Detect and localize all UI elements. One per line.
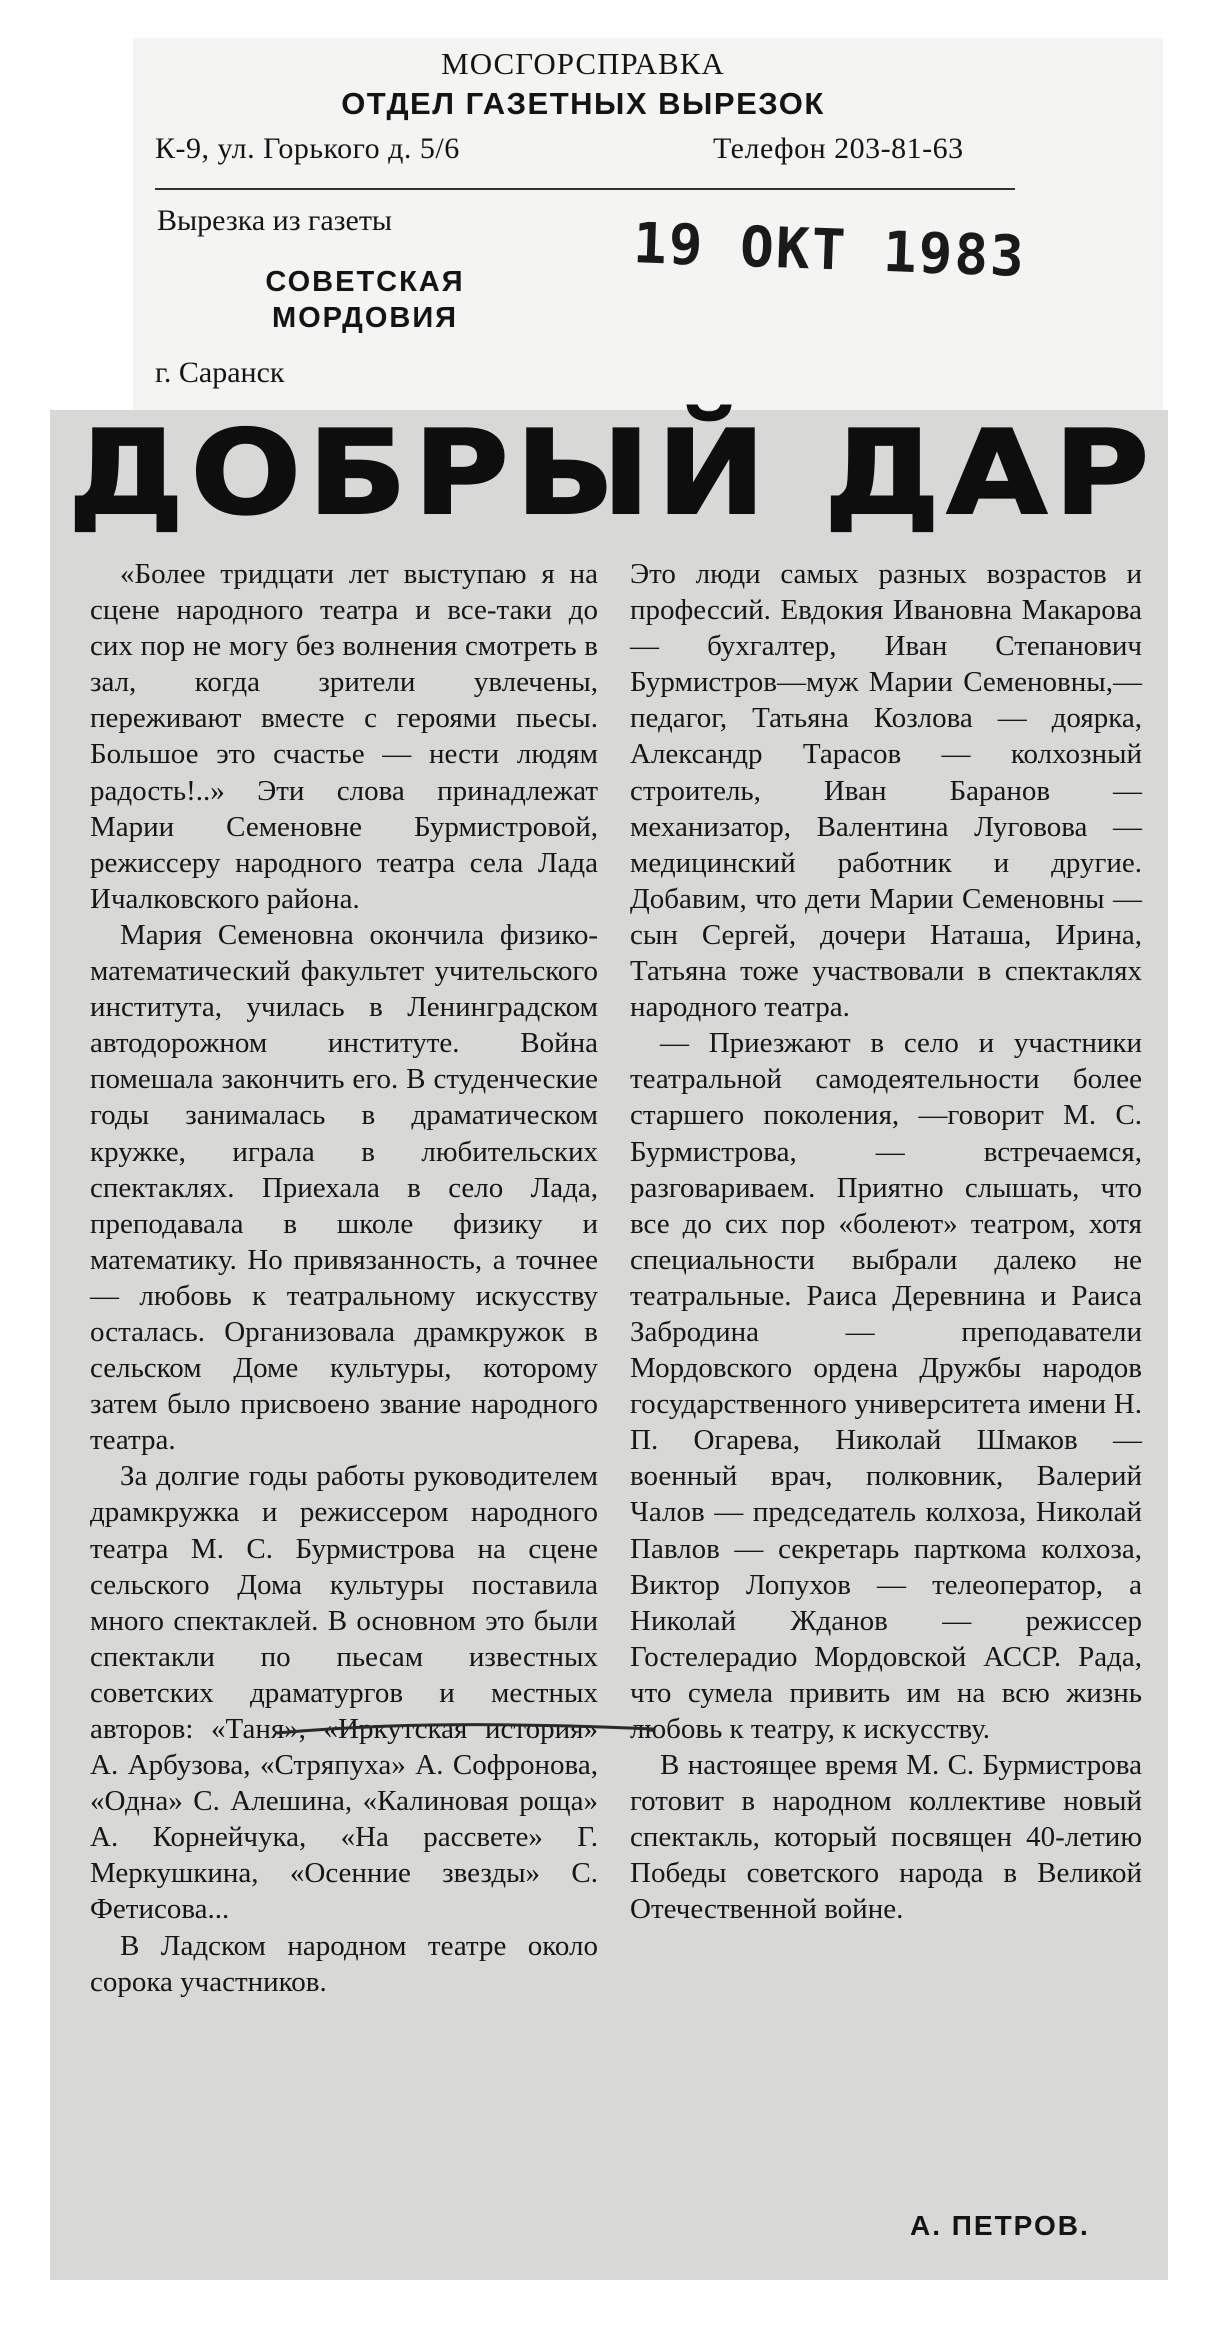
- clipping-from-label: Вырезка из газеты: [157, 204, 393, 237]
- article-paragraph: За долгие годы работы руководителем драмкружка и режиссером народного театра М. С. Бурмистрова на сцене сельского Дома культуры поставила много спектаклей. В основном это были спектакли по пьесам известных советских драматургов и местных авторов: «Таня», «Иркутская история» А. Арбузова, «Стряпуха» А. Софронова, «Одна» С. Алешина, «Калиновая роща» А. Корнейчука, «На рассвете» Г. Меркушкина, «Осенние звезды» С. Фетисова...: [90, 1460, 598, 1926]
- bureau-department: ОТДЕЛ ГАЗЕТНЫХ ВЫРЕЗОК: [341, 86, 825, 121]
- clipping-bureau-header: [133, 38, 1163, 420]
- article-paragraph: Это люди самых разных возрастов и профессий. Евдокия Ивановна Макарова — бухгалтер, Иван Степанович Бурмистров—муж Марии Семеновны,— педагог, Татьяна Козлова — доярка, Александр Тарасов — колхозный строитель, Иван Баранов — механизатор, Валентина Луговова — медицинский работник и другие. Добавим, что дети Марии Семеновны — сын Сергей, дочери Наташа, Ирина, Татьяна тоже участвовали в спектаклях народного театра.: [630, 558, 1142, 1024]
- article-paragraph: В Ладском народном театре около сорока участников.: [90, 1929, 598, 1998]
- newspaper-title: [245, 264, 485, 336]
- article-paragraph: В настоящее время М. С. Бурмистрова готовит в народном коллективе новый спектакль, который посвящен 40-летию Победы советского народа в Великой Отечественной войне.: [630, 1749, 1142, 1926]
- newspaper-title-line2: МОРДОВИЯ: [271, 302, 459, 334]
- pen-underline-mark: [275, 1715, 655, 1745]
- article-headline: ДОБРЫЙ ДАР: [68, 406, 1156, 541]
- article-column-right: [630, 556, 1142, 1928]
- newspaper-clipping: [50, 406, 1168, 2280]
- header-divider: [155, 188, 1015, 190]
- city-label: г. Саранск: [155, 356, 285, 389]
- bureau-phone: Телефон 203-81-63: [713, 132, 964, 165]
- article-paragraph: — Приезжают в село и участники театральной самодеятельности более старшего поколения, —говорит М. С. Бурмистрова, — встречаемся, разговариваем. Приятно слышать, что все до сих пор «болеют» театром, хотя специальности выбрали далеко не театральные. Раиса Деревнина и Раиса Забродина — преподаватели Мордовского ордена Дружбы народов государственного университета имени Н. П. Огарева, Николай Шмаков — военный врач, полковник, Валерий Чалов — председатель колхоза, Николай Павлов — секретарь парткома колхоза, Виктор Лопухов — телеоператор, а Николай Жданов — режиссер Гостелерадио Мордовской АССР. Рада, что сумела привить им на всю жизнь любовь к театру, к искусству.: [630, 1027, 1142, 1745]
- article-paragraph: «Более тридцати лет выступаю я на сцене народного театра и все-таки до сих пор не могу без волнения смотреть в зал, когда зрители увлечены, переживают вместе с героями пьесы. Большое это счастье — нести людям радость!..» Эти слова принадлежат Марии Семеновне Бурмистровой, режиссеру народного театра села Лада Ичалковского района.: [90, 558, 598, 915]
- date-stamp: 19 ОКТ 1983: [631, 211, 1027, 290]
- author-signature: А. ПЕТРОВ.: [910, 2210, 1090, 2241]
- article-paragraph: Мария Семеновна окончила физико-математический факультет учительского института, училась в Ленинградском автодорожном институте. Война помешала закончить его. В студенческие годы занималась в драматическом кружке, играла в любительских спектаклях. Приехала в село Лада, преподавала в школе физику и математику. Но привязанность, а точнее — любовь к театральному искусству осталась. Организовала драмкружок в сельском Доме культуры, которому затем было присвоено звание народного театра.: [90, 918, 598, 1457]
- article-column-left: [90, 556, 598, 2000]
- newspaper-title-line1: СОВЕТСКАЯ: [265, 266, 465, 298]
- bureau-address: К-9, ул. Горького д. 5/6: [155, 132, 460, 165]
- bureau-name: МОСГОРСПРАВКА: [441, 46, 725, 81]
